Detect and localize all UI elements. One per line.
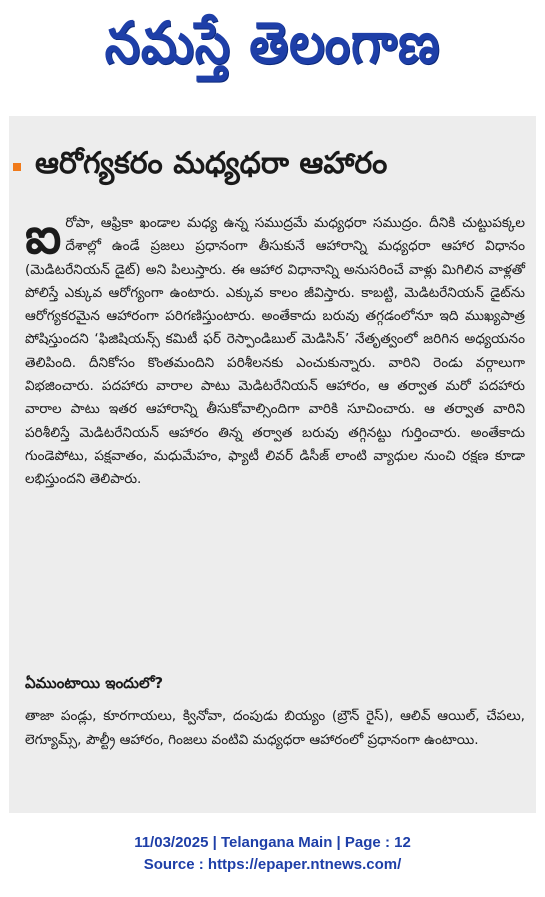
- source-footer: [0, 832, 545, 876]
- article-subheading: ఏముంటాయి ఇందులో?: [25, 674, 164, 692]
- masthead: [0, 0, 545, 100]
- orange-square-icon: [13, 163, 21, 171]
- footer-date-line: 11/03/2025 | Telangana Main | Page : 12: [134, 834, 411, 851]
- article-paragraph-2: తాజా పండ్లు, కూరగాయలు, క్వినోవా, దంపుడు బియ్యం (బ్రౌన్ రైస్), ఆలివ్ ఆయిల్, చేపలు, లెగ్యూమ్స్, పౌల్ట్రీ ఆహారం, గింజలు వంటివి మధ్యధరా ఆహారంలో ప్రధానంగా ఉంటాయి.: [25, 708, 525, 748]
- article-body: [25, 207, 525, 492]
- article-paragraph: రోపా, ఆఫ్రికా ఖండాల మధ్య ఉన్న సముద్రమే మధ్యధరా సముద్రం. దీనికి చుట్టుపక్కల దేశాల్లో ఉండే ప్రజలు ప్రధానంగా తీసుకునే ఆహారాన్ని మధ్యధరా ఆహార విధానం (మెడిటరేనియన్ డైట్) అని పిలుస్తారు. ఈ ఆహార విధానాన్ని అనుసరించే వాళ్లు మిగిలిన వాళ్లతో పోలిస్తే ఎక్కువ ఆరోగ్యంగా ఉంటారు. ఎక్కువ కాలం జీవిస్తారు. కాబట్టి, మెడిటరేనియన్ డైట్‌ను ఆరోగ్యకరమైన ఆహారంగా పరిగణిస్తుంటారు. అంతేకాదు బరువు తగ్గడంలోనూ ఇది ముఖ్యపాత్ర పోషిస్తుందని ‘ఫిజిషియన్స్ కమిటీ ఫర్ రెస్పాండిబుల్ మెడిసిన్’ నేతృత్వంలో జరిగిన అధ్యయనం తెలిపింది. దీనికోసం కొంతమందిని పరిశీలనకు ఎంచుకున్నారు. వారిని రెండు వర్గాలుగా విభజించారు. పదహారు వారాల పాటు మెడిటరేనియన్ ఆహారం, ఆ తర్వాత మరో పదహారు వారాల పాటు ఇతర ఆహారాన్ని తీసుకోవాల్సిందిగా వారికి సూచించారు. ఆ తర్వాత వారిని పరిశీలిస్తే మెడిటరేనియన్ ఆహారం తిన్న తర్వాత బరువు తగ్గినట్టు గుర్తించారు. అంతేకాదు గుండెపోటు, పక్షవాతం, మధుమేహం, ఫ్యాటీ లివర్ డిసీజ్ లాంటి వ్యాధుల నుంచి రక్షణ కూడా లభిస్తుందని తెలిపారు.: [25, 215, 525, 488]
- article-body-2: [25, 704, 525, 752]
- newspaper-logo: నమస్తే తెలంగాణ: [104, 9, 441, 76]
- dropcap: ఐ: [25, 207, 62, 265]
- headline-row: [9, 142, 536, 192]
- article-panel: [9, 116, 536, 813]
- article-headline: ఆరోగ్యకరం మధ్యధరా ఆహారం: [35, 146, 388, 181]
- footer-source-line: Source : https://epaper.ntnews.com/: [143, 856, 402, 873]
